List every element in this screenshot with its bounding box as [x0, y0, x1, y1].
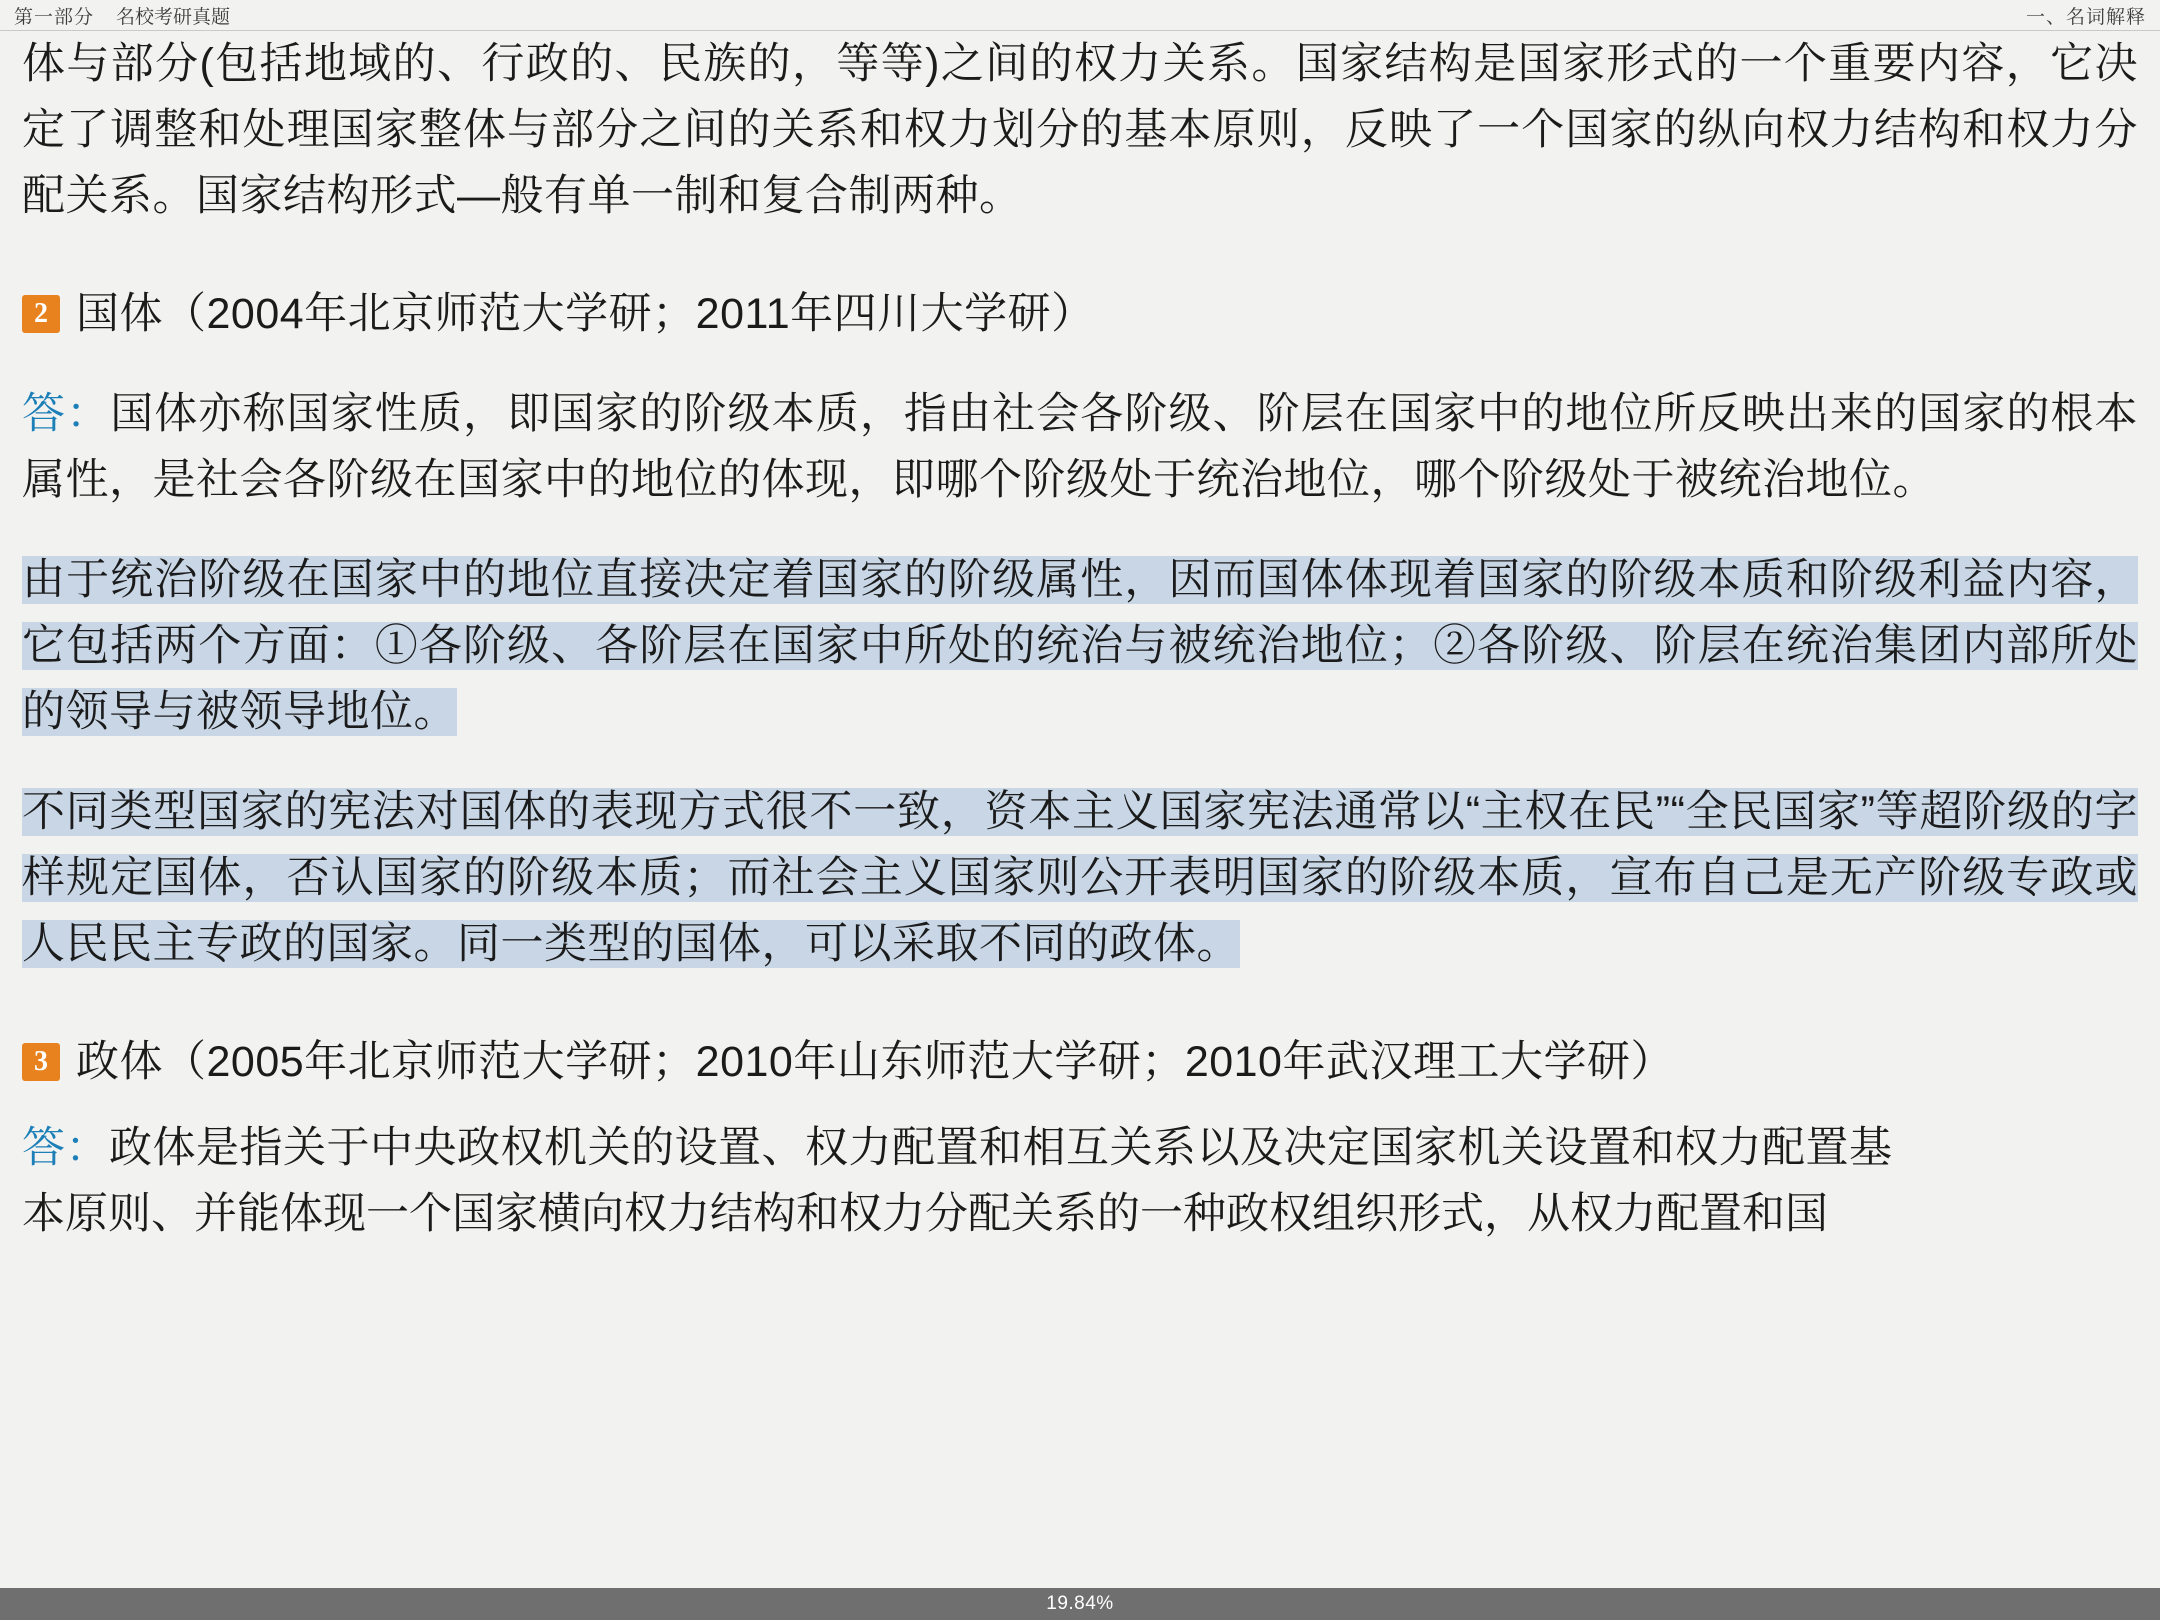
- entry-answer-3-cut-line: 本原则、并能体现一个国家横向权力结构和权力分配关系的一种政权组织形式，从权力配置和国: [22, 1190, 1828, 1238]
- highlighted-paragraph-2: [22, 779, 2138, 977]
- entry-heading-2: [22, 281, 2138, 347]
- answer-text: 政体是指关于中央政权机关的设置、权力配置和相互关系以及决定国家机关设置和权力配置基: [109, 1124, 1893, 1172]
- header-divider: [0, 30, 2160, 31]
- running-header-left: [14, 2, 230, 29]
- zoom-level[interactable]: 19.84%: [1046, 1593, 1114, 1614]
- entry-title: 政体（2005年北京师范大学研；2010年山东师范大学研；2010年武汉理工大学研）: [76, 1038, 1674, 1086]
- spacer: [22, 745, 2138, 779]
- entry-number-badge: 3: [22, 1043, 60, 1081]
- answer-text: 国体亦称国家性质，即国家的阶级本质，指由社会各阶级、阶层在国家中的地位所反映出来的国家的根本属性，是社会各阶级在国家中的地位的体现，即哪个阶级处于统治地位，哪个阶级处于被统治地位。: [22, 390, 2139, 504]
- status-bar: [0, 1588, 2160, 1620]
- entry-heading-3: [22, 1029, 2138, 1095]
- entry-number-badge: 2: [22, 295, 60, 333]
- highlight-span: 不同类型国家的宪法对国体的表现方式很不一致，资本主义国家宪法通常以“主权在民”“全民国家”等超阶级的字样规定国体，否认国家的阶级本质；而社会主义国家则公开表明国家的阶级本质，宣布自己是无产阶级专政或人民民主专政的国家。同一类型的国体，可以采取不同的政体。: [22, 788, 2138, 968]
- spacer: [22, 347, 2138, 381]
- spacer: [22, 977, 2138, 1029]
- answer-label: 答：: [22, 1124, 109, 1172]
- entry-answer-3: [22, 1115, 2138, 1181]
- spacer: [22, 513, 2138, 547]
- highlighted-paragraph-1: [22, 547, 2138, 745]
- entry-answer-2: [22, 381, 2138, 513]
- entry-title: 国体（2004年北京师范大学研；2011年四川大学研）: [76, 290, 1095, 338]
- spacer: [22, 229, 2138, 281]
- running-header: [0, 0, 2160, 30]
- header-section-label: 名校考研真题: [116, 6, 231, 28]
- answer-label: 答：: [22, 390, 111, 438]
- continued-paragraph: 体与部分(包括地域的、行政的、民族的，等等)之间的权力关系。国家结构是国家形式的一个重要内容，它决定了调整和处理国家整体与部分之间的关系和权力划分的基本原则，反映了一个国家的纵向权力结构和权力分配关系。国家结构形式—般有单一制和复合制两种。: [22, 40, 2138, 220]
- spacer: [22, 1095, 2138, 1115]
- header-part-label: 第一部分: [14, 6, 95, 28]
- document-page: [0, 31, 2160, 1588]
- highlight-span: 由于统治阶级在国家中的地位直接决定着国家的阶级属性，因而国体体现着国家的阶级本质和阶级利益内容，它包括两个方面：①各阶级、各阶层在国家中所处的统治与被统治地位；②各阶级、阶层在统治集团内部所处的领导与被领导地位。: [22, 556, 2138, 736]
- header-right-label: 一、名词解释: [2025, 6, 2146, 28]
